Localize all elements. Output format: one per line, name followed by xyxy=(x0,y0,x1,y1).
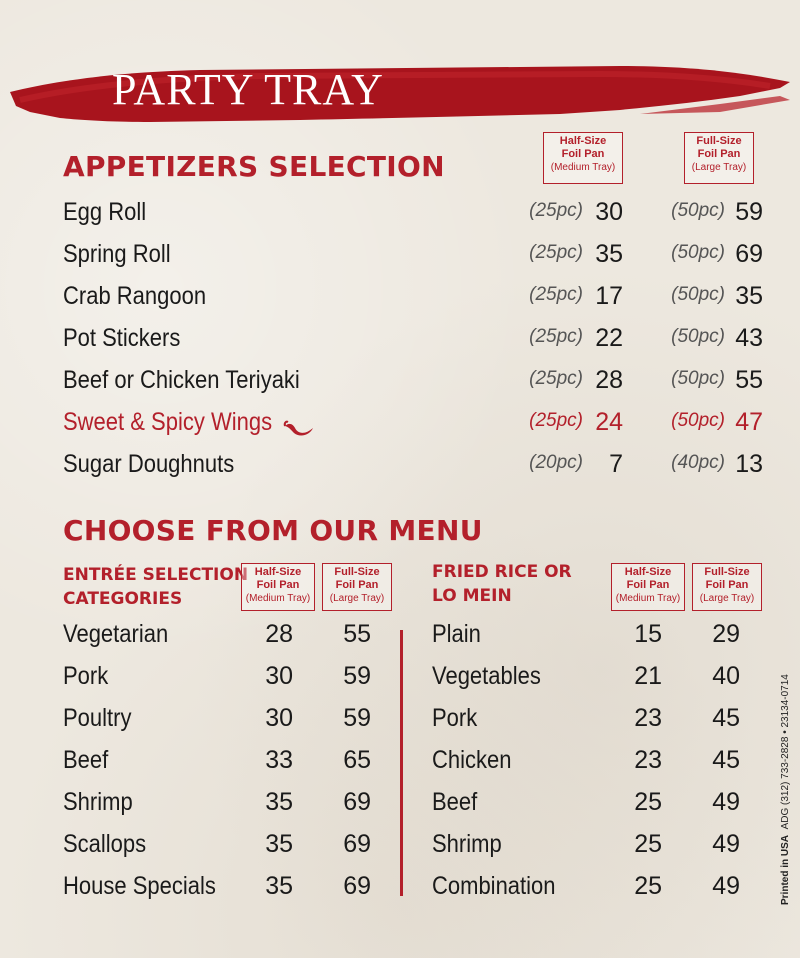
rice-heading-line1: FRIED RICE OR xyxy=(432,562,572,582)
full-box-line2: Foil Pan xyxy=(335,579,379,591)
item-name: Crab Rangoon xyxy=(63,282,207,310)
full-price: 45 xyxy=(712,746,740,774)
rice-full-size-box xyxy=(692,563,762,611)
full-price: 43 xyxy=(735,324,763,352)
half-price: 23 xyxy=(634,746,662,774)
half-price: 33 xyxy=(265,746,293,774)
item-name: Vegetarian xyxy=(63,620,169,648)
full-piece-count: (50pc) xyxy=(671,284,725,305)
half-piece-count: (25pc) xyxy=(529,242,583,263)
entree-half-size-box xyxy=(241,563,315,611)
entree-row xyxy=(63,662,383,704)
half-price: 15 xyxy=(634,620,662,648)
half-piece-count: (20pc) xyxy=(529,452,583,473)
half-box-sub: (Medium Tray) xyxy=(615,593,681,604)
half-price: 22 xyxy=(595,324,623,352)
item-name: Combination xyxy=(432,872,556,900)
full-piece-count: (50pc) xyxy=(671,368,725,389)
full-box-line2: Foil Pan xyxy=(697,148,741,160)
printed-note-bold: Printed in USA xyxy=(780,834,791,905)
full-piece-count: (50pc) xyxy=(671,200,725,221)
full-piece-count: (50pc) xyxy=(671,242,725,263)
item-name: Vegetables xyxy=(432,662,541,690)
full-price: 47 xyxy=(735,408,763,436)
appetizers-heading: APPETIZERS SELECTION xyxy=(63,150,445,183)
half-price: 28 xyxy=(595,366,623,394)
half-price: 25 xyxy=(634,788,662,816)
menu-heading: CHOOSE FROM OUR MENU xyxy=(63,514,483,547)
half-price: 7 xyxy=(609,450,623,478)
chili-pepper-icon xyxy=(283,418,317,438)
item-name: Shrimp xyxy=(432,830,502,858)
full-box-line1: Full-Size xyxy=(704,566,750,578)
half-box-line1: Half-Size xyxy=(559,135,607,147)
half-box-sub: (Medium Tray) xyxy=(245,593,311,604)
appetizer-row xyxy=(63,324,773,366)
appetizer-row xyxy=(63,366,773,408)
full-box-line2: Foil Pan xyxy=(705,579,749,591)
full-price: 59 xyxy=(343,662,371,690)
entree-row xyxy=(63,872,383,914)
item-name: Beef xyxy=(63,746,109,774)
rice-heading-line2: LO MEIN xyxy=(432,586,512,606)
full-box-line1: Full-Size xyxy=(696,135,742,147)
item-name: Spring Roll xyxy=(63,240,171,268)
entree-row xyxy=(63,788,383,830)
full-price: 69 xyxy=(735,240,763,268)
half-box-line1: Half-Size xyxy=(254,566,302,578)
item-name: Pork xyxy=(63,662,109,690)
entree-heading xyxy=(63,563,248,611)
half-price: 30 xyxy=(595,198,623,226)
full-box-line1: Full-Size xyxy=(334,566,380,578)
rice-row xyxy=(432,746,762,788)
half-price: 30 xyxy=(265,662,293,690)
full-piece-count: (40pc) xyxy=(671,452,725,473)
item-name: Plain xyxy=(432,620,481,648)
full-price: 69 xyxy=(343,830,371,858)
half-box-line2: Foil Pan xyxy=(256,579,300,591)
appetizer-row xyxy=(63,450,773,492)
full-size-box xyxy=(684,132,754,184)
entree-row xyxy=(63,704,383,746)
half-price: 24 xyxy=(595,408,623,436)
column-divider xyxy=(400,630,403,896)
half-piece-count: (25pc) xyxy=(529,410,583,431)
half-price: 23 xyxy=(634,704,662,732)
item-name: Beef or Chicken Teriyaki xyxy=(63,366,300,394)
rice-heading xyxy=(432,560,572,608)
rice-row xyxy=(432,704,762,746)
half-piece-count: (25pc) xyxy=(529,368,583,389)
full-piece-count: (50pc) xyxy=(671,326,725,347)
full-price: 59 xyxy=(343,704,371,732)
half-price: 35 xyxy=(595,240,623,268)
half-price: 35 xyxy=(265,872,293,900)
half-size-box xyxy=(543,132,623,184)
full-piece-count: (50pc) xyxy=(671,410,725,431)
appetizer-row xyxy=(63,198,773,240)
full-price: 69 xyxy=(343,872,371,900)
appetizer-row xyxy=(63,240,773,282)
item-name: Pork xyxy=(432,704,478,732)
full-price: 35 xyxy=(735,282,763,310)
full-price: 29 xyxy=(712,620,740,648)
full-price: 49 xyxy=(712,788,740,816)
rice-row xyxy=(432,830,762,872)
half-price: 25 xyxy=(634,872,662,900)
entree-full-size-box xyxy=(322,563,392,611)
item-name: Egg Roll xyxy=(63,198,147,226)
appetizer-row xyxy=(63,282,773,324)
full-box-sub: (Large Tray) xyxy=(699,593,755,604)
rice-half-size-box xyxy=(611,563,685,611)
half-box-line1: Half-Size xyxy=(624,566,672,578)
half-price: 30 xyxy=(265,704,293,732)
entree-heading-line1: ENTRÉE SELECTION xyxy=(63,565,249,585)
item-name: House Specials xyxy=(63,872,216,900)
entree-row xyxy=(63,620,383,662)
full-box-sub: (Large Tray) xyxy=(329,593,385,604)
rice-row xyxy=(432,872,762,914)
printed-note-rest: ADG (312) 733-2828 • 23134-0714 xyxy=(780,674,791,830)
item-name: Scallops xyxy=(63,830,147,858)
entree-heading-line2: CATEGORIES xyxy=(63,589,183,609)
entree-row xyxy=(63,830,383,872)
half-price: 21 xyxy=(634,662,662,690)
item-name: Chicken xyxy=(432,746,512,774)
item-name: Beef xyxy=(432,788,478,816)
half-price: 17 xyxy=(595,282,623,310)
full-price: 69 xyxy=(343,788,371,816)
half-price: 35 xyxy=(265,830,293,858)
half-piece-count: (25pc) xyxy=(529,200,583,221)
full-price: 59 xyxy=(735,198,763,226)
half-price: 35 xyxy=(265,788,293,816)
item-name: Pot Stickers xyxy=(63,324,181,352)
item-name: Sugar Doughnuts xyxy=(63,450,235,478)
full-price: 49 xyxy=(712,872,740,900)
half-piece-count: (25pc) xyxy=(529,326,583,347)
half-price: 28 xyxy=(265,620,293,648)
half-price: 25 xyxy=(634,830,662,858)
page-title: PARTY TRAY xyxy=(112,65,384,114)
full-price: 13 xyxy=(735,450,763,478)
full-price: 45 xyxy=(712,704,740,732)
appetizer-row-spicy xyxy=(63,408,773,450)
item-name: Sweet & Spicy Wings xyxy=(63,408,273,436)
full-price: 65 xyxy=(343,746,371,774)
full-price: 55 xyxy=(735,366,763,394)
full-price: 55 xyxy=(343,620,371,648)
half-box-line2: Foil Pan xyxy=(561,148,605,160)
item-name: Poultry xyxy=(63,704,132,732)
rice-row xyxy=(432,662,762,704)
full-price: 49 xyxy=(712,830,740,858)
full-price: 40 xyxy=(712,662,740,690)
full-box-sub: (Large Tray) xyxy=(691,162,747,173)
rice-row xyxy=(432,620,762,662)
entree-row xyxy=(63,746,383,788)
half-box-sub: (Medium Tray) xyxy=(550,162,616,173)
rice-row xyxy=(432,788,762,830)
item-name: Shrimp xyxy=(63,788,133,816)
half-piece-count: (25pc) xyxy=(529,284,583,305)
half-box-line2: Foil Pan xyxy=(626,579,670,591)
printed-note xyxy=(780,674,791,905)
